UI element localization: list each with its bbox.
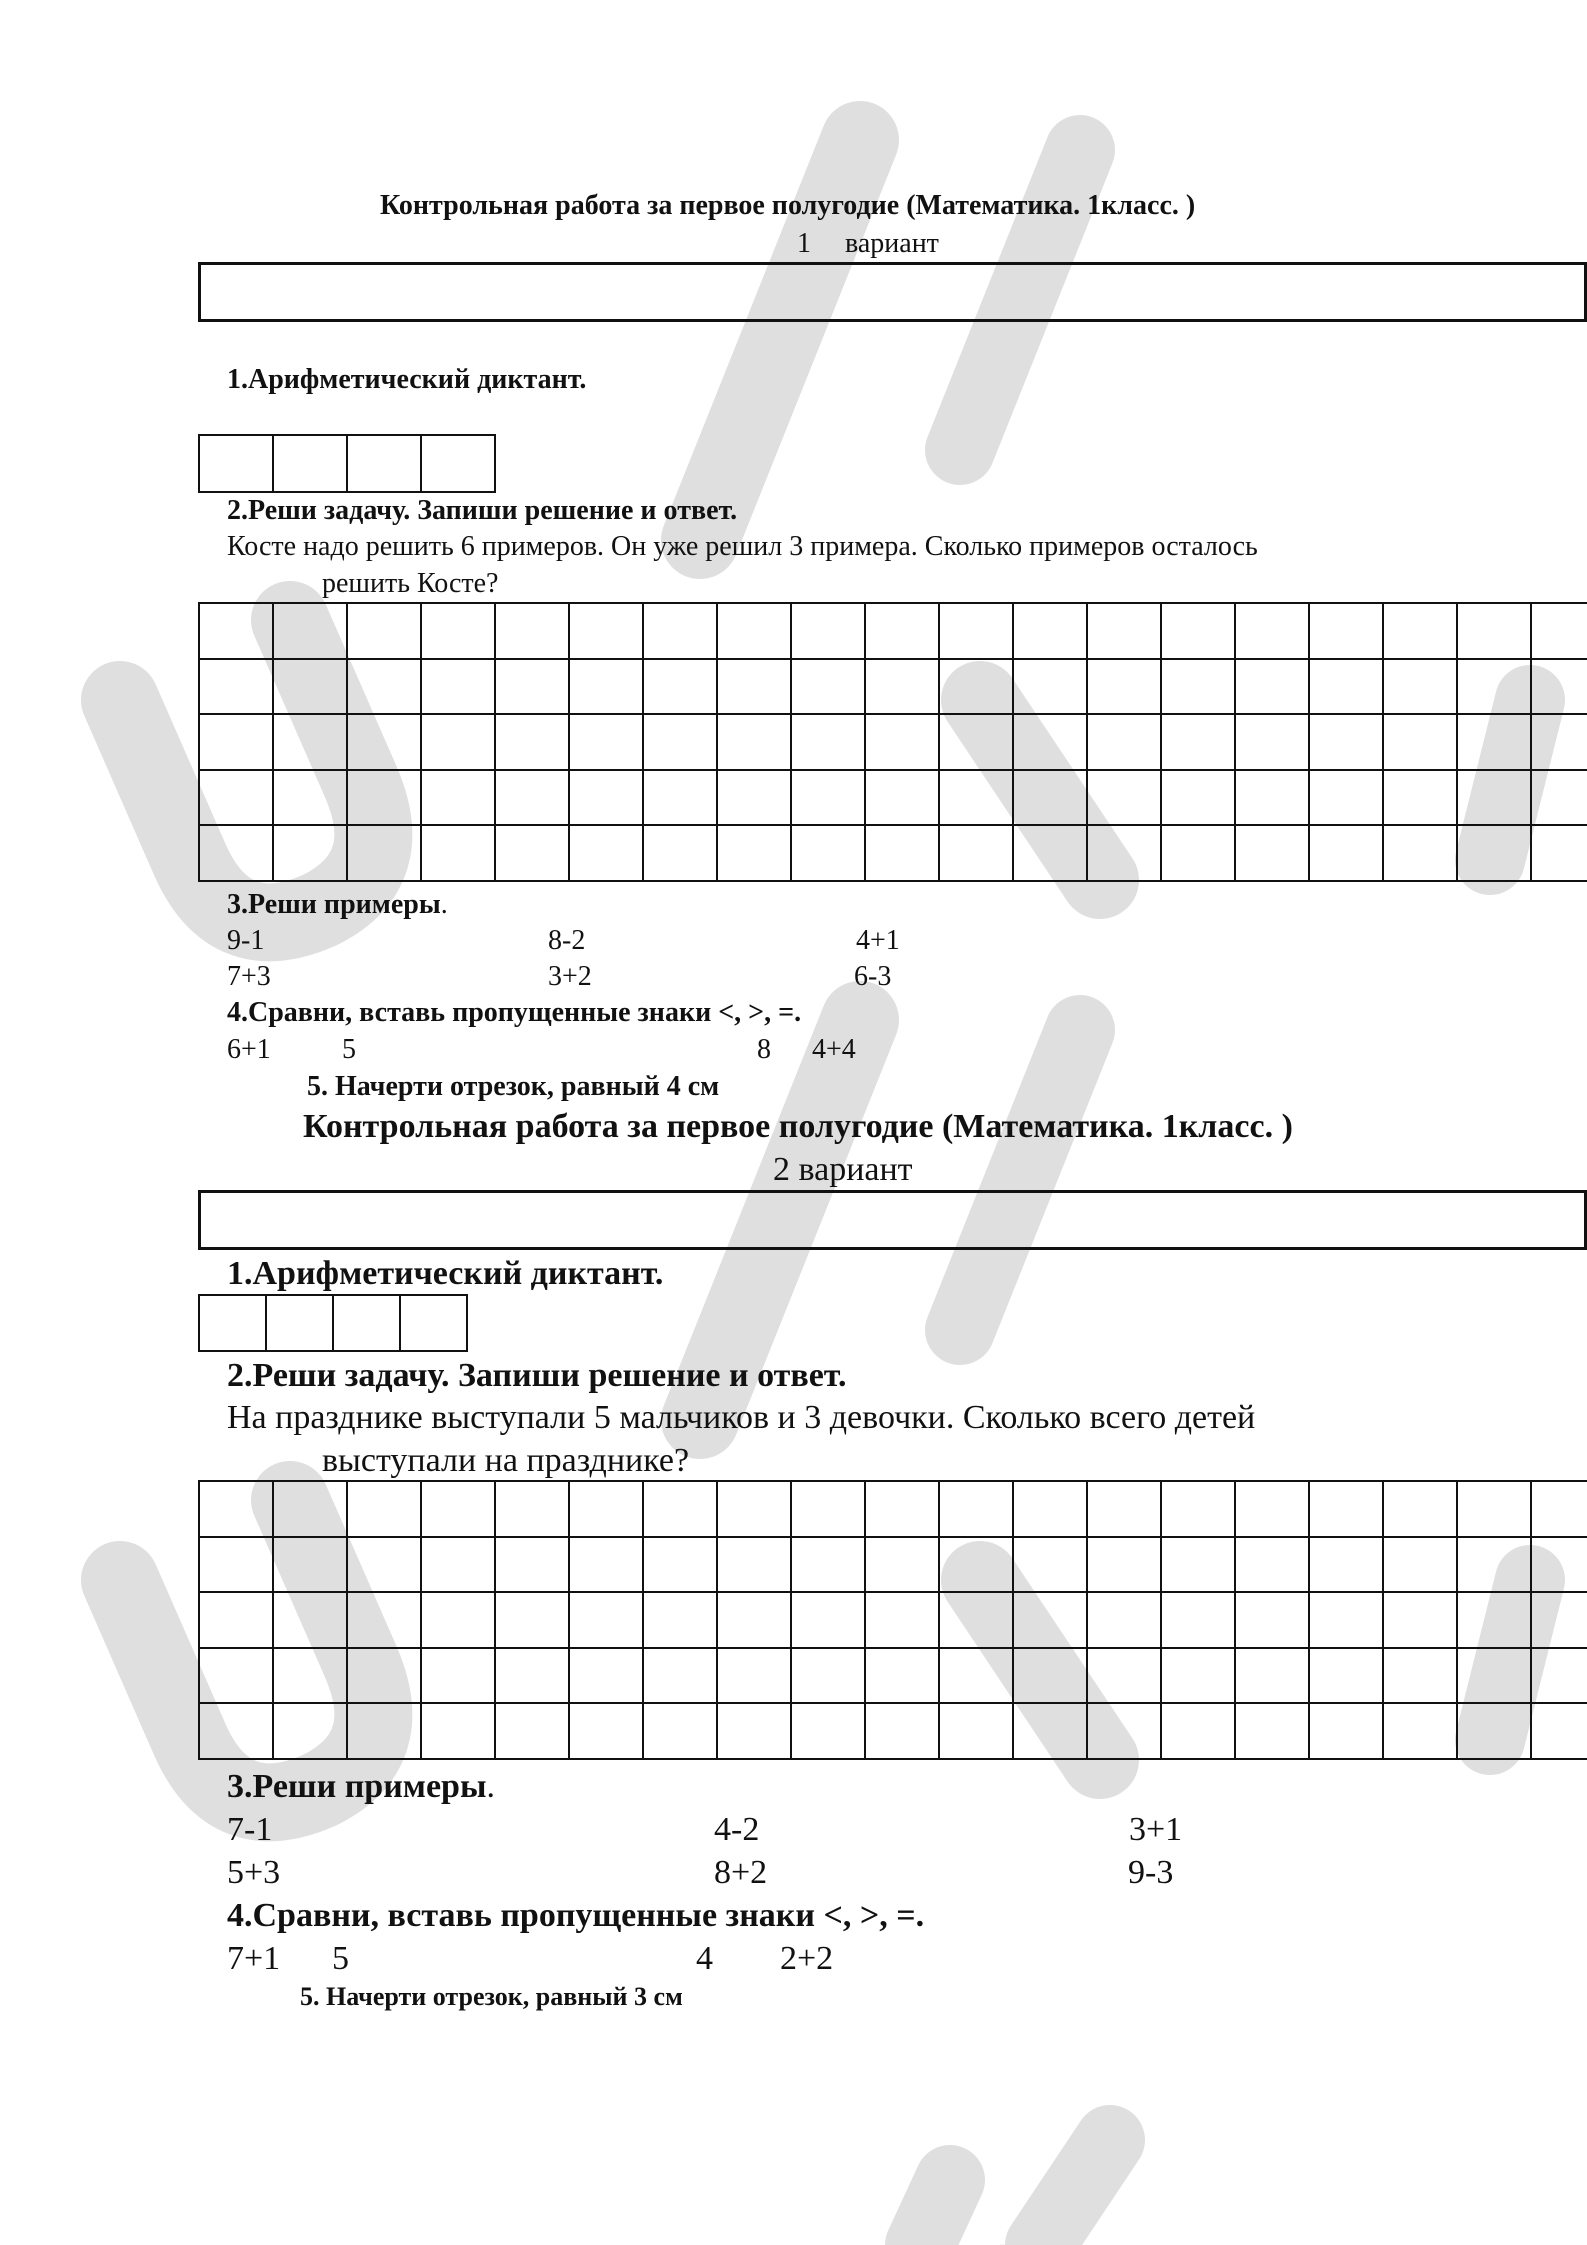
grid-cell[interactable]	[496, 826, 570, 882]
dictation-cell[interactable]	[200, 1296, 267, 1352]
grid-cell[interactable]	[940, 771, 1014, 827]
example: 3+1	[1129, 1811, 1183, 1848]
grid-cell[interactable]	[496, 1538, 570, 1594]
grid-cell[interactable]	[1384, 1593, 1458, 1649]
grid-cell[interactable]	[1236, 1649, 1310, 1705]
v2-task3-heading	[227, 1770, 495, 1804]
grid-cell[interactable]	[792, 826, 866, 882]
grid-cell[interactable]	[718, 660, 792, 716]
grid-cell[interactable]	[1384, 604, 1458, 660]
grid-cell[interactable]	[866, 1482, 940, 1538]
grid-cell[interactable]	[348, 1704, 422, 1760]
v2-answer-grid[interactable]	[198, 1480, 1587, 1760]
grid-cell[interactable]	[940, 604, 1014, 660]
grid-cell[interactable]	[718, 826, 792, 882]
grid-cell[interactable]	[348, 604, 422, 660]
grid-cell[interactable]	[1458, 1704, 1532, 1760]
grid-cell[interactable]	[1384, 660, 1458, 716]
grid-cell[interactable]	[496, 1593, 570, 1649]
grid-cell[interactable]	[644, 1538, 718, 1594]
grid-cell[interactable]	[1310, 715, 1384, 771]
grid-cell[interactable]	[422, 771, 496, 827]
grid-cell[interactable]	[1532, 1482, 1587, 1538]
grid-cell[interactable]	[792, 1704, 866, 1760]
example: 5+3	[227, 1854, 281, 1891]
grid-cell[interactable]	[940, 1649, 1014, 1705]
grid-cell[interactable]	[866, 1593, 940, 1649]
grid-cell[interactable]	[1162, 1593, 1236, 1649]
grid-cell[interactable]	[718, 1704, 792, 1760]
grid-cell[interactable]	[570, 826, 644, 882]
grid-cell[interactable]	[1162, 826, 1236, 882]
grid-cell[interactable]	[1458, 1593, 1532, 1649]
grid-cell[interactable]	[1310, 771, 1384, 827]
grid-cell[interactable]	[1014, 660, 1088, 716]
grid-cell[interactable]	[1384, 826, 1458, 882]
grid-cell[interactable]	[200, 771, 274, 827]
compare-item: 4+4	[812, 1034, 856, 1065]
grid-cell[interactable]	[792, 771, 866, 827]
grid-cell[interactable]	[274, 1649, 348, 1705]
grid-cell[interactable]	[1088, 715, 1162, 771]
v1-task4-heading: 4.Сравни, вставь пропущенные знаки <, >, =.	[227, 997, 802, 1028]
v1-name-field[interactable]	[198, 262, 1587, 322]
grid-cell[interactable]	[792, 604, 866, 660]
grid-cell[interactable]	[422, 715, 496, 771]
grid-cell[interactable]	[1458, 715, 1532, 771]
example: 8+2	[714, 1854, 768, 1891]
grid-cell[interactable]	[1014, 1704, 1088, 1760]
grid-cell[interactable]	[1014, 715, 1088, 771]
v1-task2-heading: 2.Реши задачу. Запиши решение и ответ.	[227, 495, 738, 526]
grid-cell[interactable]	[940, 660, 1014, 716]
v2-task2-heading: 2.Реши задачу. Запиши решение и ответ.	[227, 1357, 847, 1394]
grid-cell[interactable]	[1310, 826, 1384, 882]
grid-cell[interactable]	[422, 604, 496, 660]
grid-cell[interactable]	[1532, 771, 1587, 827]
grid-cell[interactable]	[718, 715, 792, 771]
example: 9-1	[227, 925, 265, 956]
compare-item: 7+1	[227, 1940, 281, 1977]
grid-cell[interactable]	[274, 1704, 348, 1760]
v1-problem-line2: решить Косте?	[322, 568, 499, 599]
grid-cell[interactable]	[274, 660, 348, 716]
v2-name-field[interactable]	[198, 1190, 1587, 1250]
grid-cell[interactable]	[644, 771, 718, 827]
grid-cell[interactable]	[1014, 1649, 1088, 1705]
grid-cell[interactable]	[644, 715, 718, 771]
grid-cell[interactable]	[1014, 1538, 1088, 1594]
grid-cell[interactable]	[940, 1593, 1014, 1649]
grid-cell[interactable]	[422, 1538, 496, 1594]
v2-task4-heading: 4.Сравни, вставь пропущенные знаки <, >, =.	[227, 1897, 925, 1934]
grid-cell[interactable]	[1458, 1482, 1532, 1538]
grid-cell[interactable]	[866, 771, 940, 827]
grid-cell[interactable]	[200, 826, 274, 882]
v2-title: Контрольная работа за первое полугодие (Математика. 1класс. )	[303, 1108, 1293, 1145]
grid-cell[interactable]	[1532, 1704, 1587, 1760]
grid-cell[interactable]	[940, 826, 1014, 882]
grid-cell[interactable]	[1458, 660, 1532, 716]
v2-variant: 2 вариант	[773, 1151, 913, 1188]
grid-cell[interactable]	[348, 1593, 422, 1649]
grid-cell[interactable]	[1162, 771, 1236, 827]
grid-cell[interactable]	[1384, 1538, 1458, 1594]
grid-cell[interactable]	[1236, 1593, 1310, 1649]
grid-cell[interactable]	[1014, 771, 1088, 827]
v1-task5-heading: 5. Начерти отрезок, равный 4 см	[307, 1071, 720, 1102]
grid-cell[interactable]	[1310, 1482, 1384, 1538]
grid-cell[interactable]	[422, 826, 496, 882]
grid-cell[interactable]	[1384, 1704, 1458, 1760]
grid-cell[interactable]	[200, 660, 274, 716]
grid-cell[interactable]	[718, 771, 792, 827]
grid-cell[interactable]	[1384, 1482, 1458, 1538]
grid-cell[interactable]	[200, 1482, 274, 1538]
grid-cell[interactable]	[422, 1649, 496, 1705]
grid-cell[interactable]	[1236, 1482, 1310, 1538]
grid-cell[interactable]	[274, 1538, 348, 1594]
grid-cell[interactable]	[1014, 604, 1088, 660]
grid-cell[interactable]	[1088, 771, 1162, 827]
grid-cell[interactable]	[570, 1704, 644, 1760]
grid-cell[interactable]	[1310, 1649, 1384, 1705]
grid-cell[interactable]	[644, 1704, 718, 1760]
grid-cell[interactable]	[1384, 715, 1458, 771]
grid-cell[interactable]	[570, 1538, 644, 1594]
grid-cell[interactable]	[866, 660, 940, 716]
grid-cell[interactable]	[422, 1482, 496, 1538]
grid-cell[interactable]	[1236, 771, 1310, 827]
grid-cell[interactable]	[1088, 660, 1162, 716]
grid-cell[interactable]	[1088, 604, 1162, 660]
grid-cell[interactable]	[200, 715, 274, 771]
v1-variant-word: вариант	[845, 228, 939, 259]
grid-cell[interactable]	[496, 1704, 570, 1760]
grid-cell[interactable]	[718, 1649, 792, 1705]
example: 9-3	[1128, 1854, 1174, 1891]
grid-cell[interactable]	[1236, 604, 1310, 660]
v1-task3-dot: .	[440, 889, 448, 920]
grid-cell[interactable]	[940, 1538, 1014, 1594]
grid-cell[interactable]	[274, 826, 348, 882]
grid-cell[interactable]	[1458, 604, 1532, 660]
grid-cell[interactable]	[1014, 1593, 1088, 1649]
v1-answer-grid[interactable]	[198, 602, 1587, 882]
grid-cell[interactable]	[1532, 826, 1587, 882]
compare-item: 6+1	[227, 1034, 271, 1065]
grid-cell[interactable]	[200, 1593, 274, 1649]
dictation-cell[interactable]	[200, 436, 274, 493]
example: 7-1	[227, 1811, 273, 1848]
grid-cell[interactable]	[348, 1482, 422, 1538]
v1-problem-line1: Косте надо решить 6 примеров. Он уже решил 3 примера. Сколько примеров осталось	[227, 531, 1258, 562]
grid-cell[interactable]	[866, 604, 940, 660]
grid-cell[interactable]	[570, 1649, 644, 1705]
grid-cell[interactable]	[644, 1593, 718, 1649]
grid-cell[interactable]	[496, 1482, 570, 1538]
grid-cell[interactable]	[570, 715, 644, 771]
grid-cell[interactable]	[1532, 604, 1587, 660]
v1-variant-number: 1	[797, 228, 811, 259]
grid-cell[interactable]	[1458, 771, 1532, 827]
grid-cell[interactable]	[1458, 1538, 1532, 1594]
grid-cell[interactable]	[1532, 1649, 1587, 1705]
grid-cell[interactable]	[1236, 715, 1310, 771]
grid-cell[interactable]	[1162, 1538, 1236, 1594]
grid-cell[interactable]	[1162, 660, 1236, 716]
grid-cell[interactable]	[1236, 826, 1310, 882]
grid-cell[interactable]	[644, 604, 718, 660]
dictation-cell[interactable]	[334, 1296, 401, 1352]
grid-cell[interactable]	[570, 771, 644, 827]
v2-task3-dot: .	[486, 1768, 495, 1805]
v1-task3-heading	[227, 891, 448, 919]
grid-cell[interactable]	[1162, 1704, 1236, 1760]
grid-cell[interactable]	[274, 771, 348, 827]
grid-cell[interactable]	[348, 771, 422, 827]
grid-cell[interactable]	[1088, 1538, 1162, 1594]
grid-cell[interactable]	[718, 1538, 792, 1594]
example: 4-2	[714, 1811, 760, 1848]
grid-cell[interactable]	[496, 660, 570, 716]
grid-cell[interactable]	[1310, 1538, 1384, 1594]
compare-item: 4	[696, 1940, 713, 1977]
grid-cell[interactable]	[718, 1593, 792, 1649]
grid-cell[interactable]	[644, 660, 718, 716]
grid-cell[interactable]	[792, 1649, 866, 1705]
grid-cell[interactable]	[1088, 1482, 1162, 1538]
grid-cell[interactable]	[1532, 660, 1587, 716]
grid-cell[interactable]	[496, 715, 570, 771]
grid-cell[interactable]	[792, 1538, 866, 1594]
grid-cell[interactable]	[570, 660, 644, 716]
dictation-cell[interactable]	[401, 1296, 468, 1352]
grid-cell[interactable]	[1532, 715, 1587, 771]
grid-cell[interactable]	[1088, 1704, 1162, 1760]
v2-task3-label: 3.Реши примеры	[227, 1768, 487, 1805]
grid-cell[interactable]	[570, 1482, 644, 1538]
grid-cell[interactable]	[496, 1649, 570, 1705]
compare-item: 5	[342, 1034, 356, 1065]
compare-item: 8	[757, 1034, 771, 1065]
dictation-cell[interactable]	[267, 1296, 334, 1352]
example: 7+3	[227, 961, 271, 992]
grid-cell[interactable]	[1014, 1482, 1088, 1538]
grid-cell[interactable]	[348, 660, 422, 716]
grid-cell[interactable]	[274, 715, 348, 771]
grid-cell[interactable]	[348, 1649, 422, 1705]
grid-cell[interactable]	[940, 715, 1014, 771]
grid-cell[interactable]	[274, 1593, 348, 1649]
grid-cell[interactable]	[422, 1704, 496, 1760]
grid-cell[interactable]	[1384, 1649, 1458, 1705]
v2-task1-heading: 1.Арифметический диктант.	[227, 1255, 664, 1292]
v2-task5-heading: 5. Начерти отрезок, равный 3 см	[300, 1982, 683, 2011]
grid-cell[interactable]	[644, 1482, 718, 1538]
compare-item: 5	[332, 1940, 349, 1977]
grid-cell[interactable]	[940, 1482, 1014, 1538]
dictation-cell[interactable]	[274, 436, 348, 493]
grid-cell[interactable]	[570, 604, 644, 660]
grid-cell[interactable]	[1088, 826, 1162, 882]
grid-cell[interactable]	[200, 1704, 274, 1760]
grid-cell[interactable]	[792, 1482, 866, 1538]
grid-cell[interactable]	[1236, 1538, 1310, 1594]
grid-cell[interactable]	[644, 826, 718, 882]
grid-cell[interactable]	[1088, 1649, 1162, 1705]
grid-cell[interactable]	[200, 604, 274, 660]
grid-cell[interactable]	[1532, 1538, 1587, 1594]
example: 4+1	[856, 925, 900, 956]
grid-cell[interactable]	[274, 1482, 348, 1538]
grid-cell[interactable]	[1088, 1593, 1162, 1649]
grid-cell[interactable]	[348, 826, 422, 882]
grid-cell[interactable]	[1384, 771, 1458, 827]
grid-cell[interactable]	[718, 1482, 792, 1538]
grid-cell[interactable]	[940, 1704, 1014, 1760]
v2-problem-line1: На празднике выступали 5 мальчиков и 3 девочки. Сколько всего детей	[227, 1399, 1256, 1436]
compare-item: 2+2	[780, 1940, 834, 1977]
grid-cell[interactable]	[422, 1593, 496, 1649]
grid-cell[interactable]	[718, 604, 792, 660]
grid-cell[interactable]	[1162, 715, 1236, 771]
grid-cell[interactable]	[792, 1593, 866, 1649]
grid-cell[interactable]	[866, 1649, 940, 1705]
v1-title: Контрольная работа за первое полугодие (Математика. 1класс. )	[380, 190, 1196, 221]
grid-cell[interactable]	[200, 1538, 274, 1594]
grid-cell[interactable]	[1162, 604, 1236, 660]
grid-cell[interactable]	[1310, 1593, 1384, 1649]
grid-cell[interactable]	[348, 715, 422, 771]
grid-cell[interactable]	[1014, 826, 1088, 882]
grid-cell[interactable]	[1310, 1704, 1384, 1760]
grid-cell[interactable]	[1310, 660, 1384, 716]
grid-cell[interactable]	[1310, 604, 1384, 660]
grid-cell[interactable]	[866, 1704, 940, 1760]
grid-cell[interactable]	[422, 660, 496, 716]
grid-cell[interactable]	[1532, 1593, 1587, 1649]
v2-problem-line2: выступали на празднике?	[322, 1442, 690, 1479]
dictation-cell[interactable]	[348, 436, 422, 493]
v1-dictation-boxes[interactable]	[198, 434, 496, 493]
grid-cell[interactable]	[644, 1649, 718, 1705]
example: 8-2	[548, 925, 586, 956]
grid-cell[interactable]	[274, 604, 348, 660]
grid-cell[interactable]	[496, 604, 570, 660]
grid-cell[interactable]	[570, 1593, 644, 1649]
grid-cell[interactable]	[1236, 1704, 1310, 1760]
v2-dictation-boxes[interactable]	[198, 1294, 468, 1352]
example: 6-3	[854, 961, 892, 992]
grid-cell[interactable]	[792, 660, 866, 716]
grid-cell[interactable]	[1162, 1649, 1236, 1705]
grid-cell[interactable]	[200, 1649, 274, 1705]
grid-cell[interactable]	[792, 715, 866, 771]
grid-cell[interactable]	[348, 1538, 422, 1594]
grid-cell[interactable]	[1458, 1649, 1532, 1705]
grid-cell[interactable]	[1458, 826, 1532, 882]
grid-cell[interactable]	[866, 1538, 940, 1594]
grid-cell[interactable]	[1236, 660, 1310, 716]
grid-cell[interactable]	[1162, 1482, 1236, 1538]
grid-cell[interactable]	[866, 826, 940, 882]
v1-task3-label: 3.Реши примеры	[227, 889, 441, 920]
dictation-cell[interactable]	[422, 436, 496, 493]
grid-cell[interactable]	[866, 715, 940, 771]
grid-cell[interactable]	[496, 771, 570, 827]
v1-task1-heading: 1.Арифметический диктант.	[227, 364, 587, 395]
example: 3+2	[548, 961, 592, 992]
